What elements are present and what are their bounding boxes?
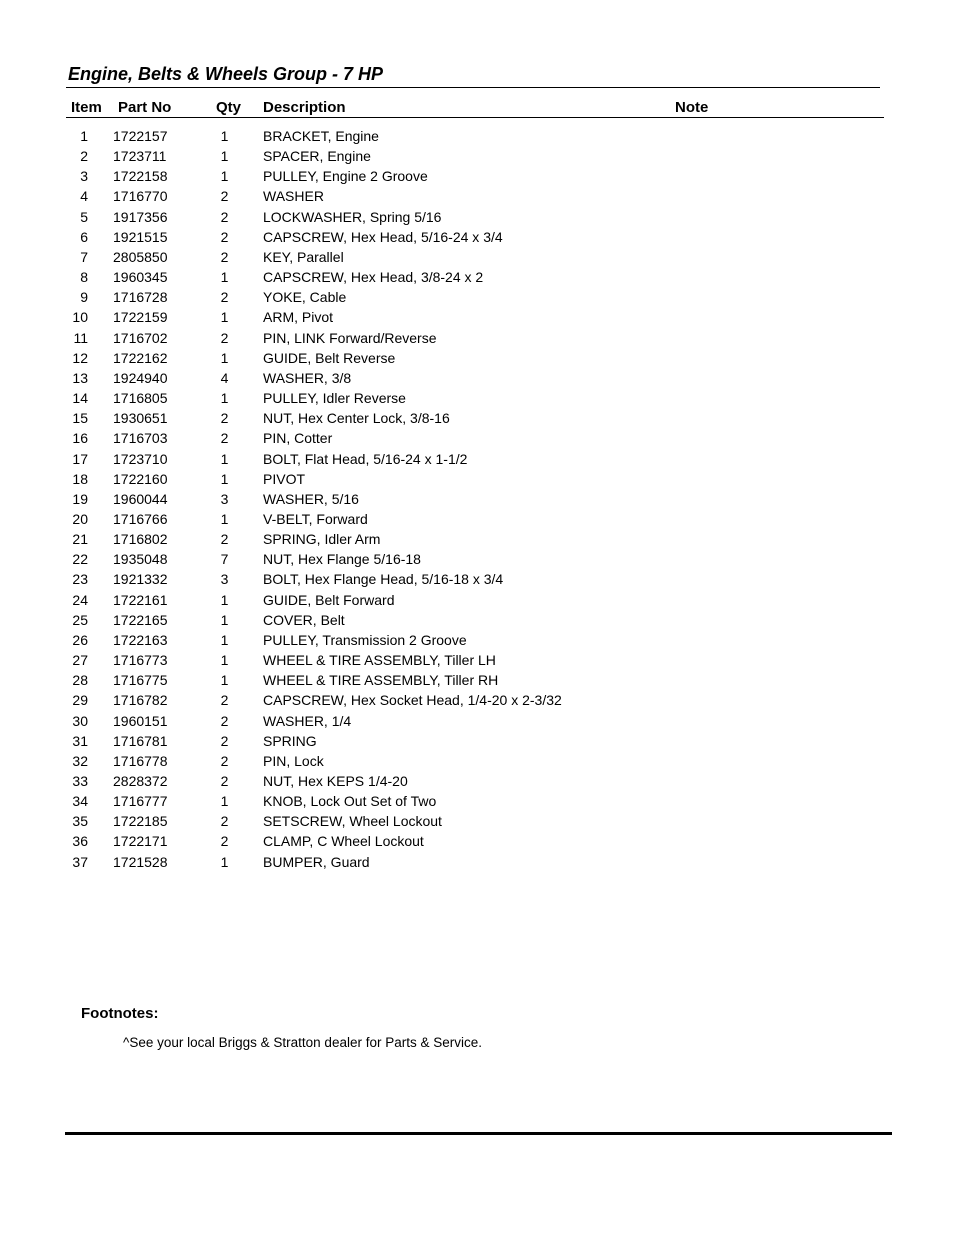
cell-part-no: 1960151 — [113, 712, 168, 729]
cell-item: 24 — [72, 591, 88, 608]
cell-part-no: 1716782 — [113, 692, 168, 709]
cell-item: 13 — [72, 369, 88, 386]
header-item: Item — [71, 99, 102, 116]
title-divider — [66, 87, 880, 88]
cell-part-no: 1921515 — [113, 228, 168, 245]
cell-description: SPRING, Idler Arm — [263, 531, 381, 548]
cell-qty: 1 — [220, 450, 229, 467]
table-row — [66, 751, 884, 771]
table-row — [66, 831, 884, 851]
table-row — [66, 368, 884, 388]
cell-part-no: 1721528 — [113, 853, 168, 870]
table-row — [66, 287, 884, 307]
header-part-no: Part No — [118, 99, 172, 116]
header-description: Description — [263, 99, 346, 116]
cell-part-no: 1716770 — [113, 188, 168, 205]
cell-description: ARM, Pivot — [263, 309, 334, 326]
cell-item: 14 — [72, 390, 88, 407]
cell-description: BOLT, Hex Flange Head, 5/16-18 x 3/4 — [263, 571, 504, 588]
cell-qty: 1 — [220, 148, 229, 165]
cell-item: 15 — [72, 410, 88, 427]
cell-description: BRACKET, Engine — [263, 128, 379, 144]
cell-description: NUT, Hex Center Lock, 3/8-16 — [263, 410, 450, 427]
cell-item: 34 — [72, 793, 88, 810]
cell-qty: 1 — [220, 470, 229, 487]
table-row — [66, 146, 884, 166]
table-row — [66, 388, 884, 408]
cell-description: BUMPER, Guard — [263, 853, 370, 870]
cell-part-no: 1722185 — [113, 813, 168, 830]
footnotes-title: Footnotes: — [81, 1005, 159, 1022]
cell-description: SPRING — [263, 732, 317, 749]
cell-description: CAPSCREW, Hex Socket Head, 1/4-20 x 2-3/32 — [263, 692, 562, 709]
cell-part-no: 1921332 — [113, 571, 168, 588]
cell-item: 29 — [72, 692, 88, 709]
cell-description: SPACER, Engine — [263, 148, 371, 165]
table-row — [66, 811, 884, 831]
table-row — [66, 247, 884, 267]
cell-part-no: 1716781 — [113, 732, 168, 749]
table-row — [66, 509, 884, 529]
table-row — [66, 771, 884, 791]
cell-item: 28 — [72, 672, 88, 689]
header-divider — [66, 117, 884, 118]
cell-part-no: 1723711 — [113, 148, 167, 165]
cell-part-no: 1716777 — [113, 793, 168, 810]
table-row — [66, 731, 884, 751]
cell-qty: 2 — [220, 430, 229, 447]
cell-item: 18 — [72, 470, 88, 487]
cell-description: COVER, Belt — [263, 611, 345, 628]
table-row — [66, 408, 884, 428]
table-row — [66, 428, 884, 448]
bottom-divider — [65, 1132, 892, 1135]
cell-description: GUIDE, Belt Forward — [263, 591, 395, 608]
cell-qty: 1 — [220, 269, 229, 286]
cell-item: 30 — [72, 712, 88, 729]
table-row — [66, 267, 884, 287]
cell-description: PULLEY, Engine 2 Groove — [263, 168, 428, 185]
cell-part-no: 1716805 — [113, 390, 168, 407]
footnote-text: ^See your local Briggs & Stratton dealer for Parts & Service. — [123, 1035, 482, 1050]
table-row — [66, 307, 884, 327]
cell-qty: 2 — [220, 248, 229, 265]
header-note: Note — [675, 99, 709, 116]
cell-description: PULLEY, Transmission 2 Groove — [263, 631, 467, 648]
cell-part-no: 1722171 — [113, 833, 168, 850]
cell-qty: 1 — [220, 611, 229, 628]
table-row — [66, 529, 884, 549]
cell-qty: 2 — [220, 188, 229, 205]
cell-description: WASHER — [263, 188, 324, 205]
cell-item: 25 — [72, 611, 88, 628]
table-row — [66, 690, 884, 710]
table-row — [66, 569, 884, 589]
cell-item: 1 — [80, 128, 88, 144]
cell-item: 31 — [72, 732, 88, 749]
cell-part-no: 1722161 — [113, 591, 168, 608]
table-row — [66, 852, 884, 872]
cell-part-no: 1716775 — [113, 672, 168, 689]
cell-part-no: 1722159 — [113, 309, 168, 326]
cell-part-no: 2805850 — [113, 248, 168, 265]
cell-part-no: 1722165 — [113, 611, 168, 628]
cell-qty: 2 — [220, 228, 229, 245]
cell-description: PULLEY, Idler Reverse — [263, 390, 406, 407]
table-row — [66, 166, 884, 186]
cell-part-no: 1935048 — [113, 551, 168, 568]
cell-part-no: 1722160 — [113, 470, 168, 487]
cell-qty: 2 — [220, 410, 229, 427]
cell-item: 26 — [72, 631, 88, 648]
cell-qty: 2 — [220, 773, 229, 789]
cell-part-no: 1930651 — [113, 410, 168, 427]
cell-item: 3 — [80, 168, 88, 185]
cell-part-no: 1960345 — [113, 269, 168, 286]
cell-part-no: 1716773 — [113, 652, 168, 669]
parts-table-body — [66, 126, 884, 872]
cell-qty: 1 — [220, 128, 229, 144]
cell-item: 6 — [80, 228, 88, 245]
cell-part-no: 2828372 — [113, 773, 168, 789]
table-row — [66, 650, 884, 670]
table-row — [66, 328, 884, 348]
cell-item: 7 — [80, 248, 88, 265]
cell-qty: 7 — [220, 551, 229, 568]
cell-qty: 1 — [220, 591, 229, 608]
cell-description: WHEEL & TIRE ASSEMBLY, Tiller RH — [263, 672, 499, 689]
cell-qty: 1 — [220, 652, 229, 669]
cell-item: 19 — [72, 490, 88, 507]
cell-part-no: 1960044 — [113, 490, 168, 507]
cell-qty: 3 — [220, 490, 229, 507]
cell-description: LOCKWASHER, Spring 5/16 — [263, 208, 442, 225]
cell-item: 9 — [80, 289, 88, 306]
cell-qty: 2 — [220, 752, 229, 769]
cell-item: 36 — [72, 833, 88, 850]
cell-item: 33 — [72, 773, 88, 789]
cell-item: 32 — [72, 752, 88, 769]
cell-description: NUT, Hex KEPS 1/4-20 — [263, 773, 408, 789]
cell-item: 12 — [72, 349, 88, 366]
cell-description: YOKE, Cable — [263, 289, 347, 306]
cell-description: PIN, Lock — [263, 752, 324, 769]
cell-description: PIN, Cotter — [263, 430, 333, 447]
cell-qty: 2 — [220, 692, 229, 709]
cell-part-no: 1716766 — [113, 510, 168, 527]
cell-part-no: 1924940 — [113, 369, 168, 386]
table-row — [66, 227, 884, 247]
cell-item: 4 — [80, 188, 88, 205]
table-row — [66, 489, 884, 509]
table-row — [66, 610, 884, 630]
cell-description: BOLT, Flat Head, 5/16-24 x 1-1/2 — [263, 450, 468, 467]
table-row — [66, 126, 884, 146]
cell-qty: 1 — [220, 793, 229, 810]
cell-part-no: 1722157 — [113, 128, 168, 144]
cell-part-no: 1716702 — [113, 329, 168, 346]
cell-qty: 1 — [220, 390, 229, 407]
cell-qty: 2 — [220, 329, 229, 346]
cell-description: CLAMP, C Wheel Lockout — [263, 833, 424, 850]
page-title: Engine, Belts & Wheels Group - 7 HP — [68, 64, 384, 84]
cell-qty: 2 — [220, 208, 229, 225]
cell-qty: 1 — [220, 168, 229, 185]
cell-item: 37 — [72, 853, 88, 870]
cell-item: 22 — [72, 551, 88, 568]
table-row — [66, 348, 884, 368]
cell-item: 10 — [72, 309, 88, 326]
table-row — [66, 186, 884, 206]
cell-item: 21 — [72, 531, 88, 548]
cell-qty: 1 — [220, 309, 229, 326]
table-row — [66, 469, 884, 489]
table-row — [66, 630, 884, 650]
cell-qty: 4 — [220, 369, 229, 386]
cell-item: 16 — [72, 430, 88, 447]
cell-qty: 2 — [220, 833, 229, 850]
cell-part-no: 1722158 — [113, 168, 168, 185]
cell-part-no: 1716802 — [113, 531, 168, 548]
cell-qty: 1 — [220, 631, 229, 648]
cell-item: 17 — [72, 450, 88, 467]
table-row — [66, 711, 884, 731]
cell-description: PIN, LINK Forward/Reverse — [263, 329, 437, 346]
cell-description: WHEEL & TIRE ASSEMBLY, Tiller LH — [263, 652, 496, 669]
cell-part-no: 1722163 — [113, 631, 168, 648]
cell-item: 27 — [72, 652, 88, 669]
table-row — [66, 791, 884, 811]
table-row — [66, 549, 884, 569]
cell-part-no: 1722162 — [113, 349, 168, 366]
cell-part-no: 1917356 — [113, 208, 168, 225]
cell-description: SETSCREW, Wheel Lockout — [263, 813, 442, 830]
table-row — [66, 207, 884, 227]
table-row — [66, 590, 884, 610]
cell-item: 8 — [80, 269, 88, 286]
cell-description: KEY, Parallel — [263, 248, 344, 265]
cell-qty: 2 — [220, 712, 229, 729]
cell-qty: 1 — [220, 672, 229, 689]
cell-qty: 3 — [220, 571, 229, 588]
cell-item: 2 — [80, 148, 88, 165]
cell-item: 11 — [73, 329, 88, 346]
cell-description: PIVOT — [263, 470, 306, 487]
cell-qty: 1 — [220, 853, 229, 870]
cell-item: 5 — [80, 208, 88, 225]
cell-part-no: 1716728 — [113, 289, 168, 306]
table-row — [66, 670, 884, 690]
cell-qty: 1 — [220, 510, 229, 527]
cell-description: NUT, Hex Flange 5/16-18 — [263, 551, 421, 568]
table-header — [66, 99, 884, 117]
table-row — [66, 449, 884, 469]
cell-description: V-BELT, Forward — [263, 510, 368, 527]
cell-item: 20 — [72, 510, 88, 527]
cell-description: KNOB, Lock Out Set of Two — [263, 793, 437, 810]
cell-description: WASHER, 5/16 — [263, 490, 359, 507]
cell-description: CAPSCREW, Hex Head, 5/16-24 x 3/4 — [263, 228, 503, 245]
cell-description: GUIDE, Belt Reverse — [263, 349, 396, 366]
cell-item: 35 — [72, 813, 88, 830]
cell-part-no: 1723710 — [113, 450, 168, 467]
cell-item: 23 — [72, 571, 88, 588]
cell-qty: 1 — [220, 349, 229, 366]
cell-qty: 2 — [220, 732, 229, 749]
cell-qty: 2 — [220, 289, 229, 306]
cell-part-no: 1716778 — [113, 752, 168, 769]
cell-part-no: 1716703 — [113, 430, 168, 447]
cell-description: CAPSCREW, Hex Head, 3/8-24 x 2 — [263, 269, 484, 286]
cell-qty: 2 — [220, 531, 229, 548]
header-qty: Qty — [216, 99, 242, 116]
cell-qty: 2 — [220, 813, 229, 830]
cell-description: WASHER, 1/4 — [263, 712, 352, 729]
cell-description: WASHER, 3/8 — [263, 369, 352, 386]
